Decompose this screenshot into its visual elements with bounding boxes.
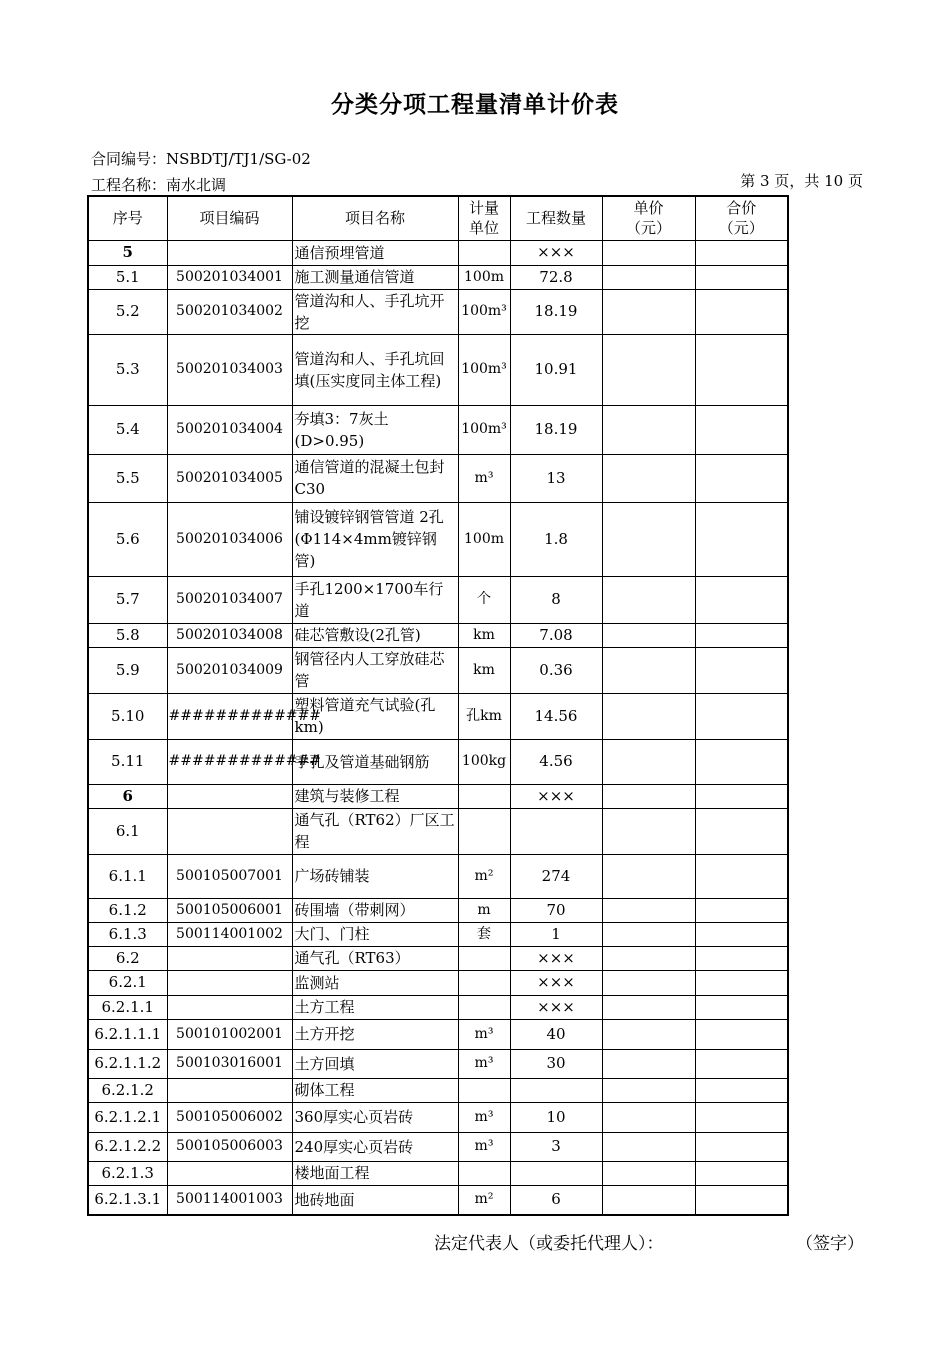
row-no: 5.1: [88, 265, 167, 289]
row-no: 6.2.1.1.1: [88, 1019, 167, 1049]
header-unit: [458, 196, 510, 240]
row-code: [167, 1161, 292, 1185]
row-no: 5.2: [88, 289, 167, 334]
row-unit: m³: [458, 1132, 510, 1161]
table-row: [88, 1019, 788, 1049]
header-unit-price-line2: （元）: [625, 219, 671, 238]
header-unit-line1: 计量: [468, 199, 499, 218]
row-quantity: ×××: [510, 995, 602, 1019]
table-row: [88, 647, 788, 693]
table-row: [88, 898, 788, 922]
row-name: 监测站: [292, 970, 458, 995]
row-no: 5.9: [88, 647, 167, 693]
row-name: 240厚实心页岩砖: [292, 1132, 458, 1161]
row-name: 地砖地面: [292, 1185, 458, 1215]
row-code: 500201034004: [167, 405, 292, 454]
row-code: 500103016001: [167, 1049, 292, 1078]
row-quantity: 70: [510, 898, 602, 922]
legal-representative-label: 法定代表人（或委托代理人）：: [434, 1234, 664, 1254]
row-code: 500105006001: [167, 898, 292, 922]
row-unit: m³: [458, 1102, 510, 1132]
row-unit: 100m³: [458, 405, 510, 454]
row-name: 土方回填: [292, 1049, 458, 1078]
row-code: #############: [167, 739, 292, 784]
row-unit-price: [602, 265, 695, 289]
row-unit: [458, 1078, 510, 1102]
row-code: 500101002001: [167, 1019, 292, 1049]
row-code: 500105006003: [167, 1132, 292, 1161]
row-no: 5.7: [88, 576, 167, 623]
row-no: 6.2.1.1.2: [88, 1049, 167, 1078]
table-row: [88, 502, 788, 576]
row-code: 500114001003: [167, 1185, 292, 1215]
row-no: 5: [88, 240, 167, 265]
row-total-price: [695, 240, 788, 265]
row-unit-price: [602, 898, 695, 922]
row-quantity: 18.19: [510, 289, 602, 334]
row-quantity: 13: [510, 454, 602, 502]
row-unit: [458, 1161, 510, 1185]
row-code: 500201034008: [167, 623, 292, 647]
row-no: 6.1.1: [88, 854, 167, 898]
row-quantity: 10.91: [510, 334, 602, 405]
row-name: 通气孔（RT62）厂区工程: [292, 808, 458, 854]
row-total-price: [695, 1049, 788, 1078]
row-unit-price: [602, 1019, 695, 1049]
row-quantity: 10: [510, 1102, 602, 1132]
row-total-price: [695, 1102, 788, 1132]
row-name: 管道沟和人、手孔坑回填(压实度同主体工程): [292, 334, 458, 405]
row-total-price: [695, 946, 788, 970]
row-total-price: [695, 898, 788, 922]
row-unit-price: [602, 922, 695, 946]
row-code: #############: [167, 693, 292, 739]
row-unit: [458, 946, 510, 970]
header-unit-line2: 单位: [468, 219, 499, 238]
table-row: [88, 995, 788, 1019]
row-unit-price: [602, 946, 695, 970]
row-code: 500201034003: [167, 334, 292, 405]
row-no: 5.6: [88, 502, 167, 576]
row-quantity: 4.56: [510, 739, 602, 784]
row-unit-price: [602, 502, 695, 576]
row-total-price: [695, 1078, 788, 1102]
header-code: 项目编码: [167, 196, 292, 240]
row-code: 500201034006: [167, 502, 292, 576]
row-unit-price: [602, 970, 695, 995]
row-total-price: [695, 265, 788, 289]
row-name: 塑料管道充气试验(孔km): [292, 693, 458, 739]
row-unit-price: [602, 1102, 695, 1132]
row-name: 土方工程: [292, 995, 458, 1019]
header-total-price: [695, 196, 788, 240]
row-quantity: ×××: [510, 240, 602, 265]
row-total-price: [695, 1185, 788, 1215]
row-quantity: ×××: [510, 970, 602, 995]
row-unit-price: [602, 334, 695, 405]
row-total-price: [695, 784, 788, 808]
table-row: [88, 1132, 788, 1161]
row-unit: m³: [458, 1019, 510, 1049]
row-unit: 100m³: [458, 289, 510, 334]
row-no: 5.3: [88, 334, 167, 405]
row-unit-price: [602, 995, 695, 1019]
table-row: [88, 922, 788, 946]
row-code: [167, 946, 292, 970]
row-quantity: [510, 1161, 602, 1185]
row-no: 6.2.1.2.1: [88, 1102, 167, 1132]
row-unit: km: [458, 623, 510, 647]
row-quantity: 7.08: [510, 623, 602, 647]
row-unit-price: [602, 1132, 695, 1161]
row-unit-price: [602, 1185, 695, 1215]
row-no: 5.5: [88, 454, 167, 502]
row-unit-price: [602, 405, 695, 454]
table-row: [88, 1049, 788, 1078]
table-row: [88, 454, 788, 502]
row-unit: 100m³: [458, 334, 510, 405]
row-unit-price: [602, 1161, 695, 1185]
row-name: 铺设镀锌钢管管道 2孔(Φ114×4mm镀锌钢管): [292, 502, 458, 576]
row-no: 6.1.2: [88, 898, 167, 922]
row-quantity: ×××: [510, 784, 602, 808]
row-quantity: 1.8: [510, 502, 602, 576]
row-total-price: [695, 854, 788, 898]
row-total-price: [695, 454, 788, 502]
row-quantity: ×××: [510, 946, 602, 970]
table-row: [88, 854, 788, 898]
table-row: [88, 693, 788, 739]
table-row: [88, 946, 788, 970]
row-code: 500201034002: [167, 289, 292, 334]
table-row: [88, 1102, 788, 1132]
row-unit-price: [602, 623, 695, 647]
table-row: [88, 1185, 788, 1215]
row-unit: km: [458, 647, 510, 693]
row-total-price: [695, 576, 788, 623]
row-quantity: 6: [510, 1185, 602, 1215]
row-total-price: [695, 693, 788, 739]
row-total-price: [695, 1161, 788, 1185]
row-name: 施工测量通信管道: [292, 265, 458, 289]
row-no: 5.10: [88, 693, 167, 739]
row-name: 砖围墙（带刺网）: [292, 898, 458, 922]
row-name: 大门、门柱: [292, 922, 458, 946]
row-code: 500114001002: [167, 922, 292, 946]
row-code: [167, 970, 292, 995]
table-row: [88, 808, 788, 854]
row-unit-price: [602, 454, 695, 502]
row-no: 6.2.1.2: [88, 1078, 167, 1102]
row-unit-price: [602, 854, 695, 898]
row-unit-price: [602, 784, 695, 808]
row-unit-price: [602, 808, 695, 854]
bill-of-quantities-table: [87, 195, 789, 1216]
row-code: 500201034007: [167, 576, 292, 623]
row-unit-price: [602, 647, 695, 693]
row-no: 6.2.1.3: [88, 1161, 167, 1185]
table-row: [88, 334, 788, 405]
row-code: [167, 995, 292, 1019]
row-no: 6: [88, 784, 167, 808]
table-row: [88, 739, 788, 784]
row-unit: m³: [458, 1049, 510, 1078]
row-quantity: 40: [510, 1019, 602, 1049]
row-name: 夯填3：7灰土(D>0.95): [292, 405, 458, 454]
row-name: 土方开挖: [292, 1019, 458, 1049]
row-unit-price: [602, 240, 695, 265]
row-quantity: [510, 1078, 602, 1102]
project-name: 工程名称：南水北调: [91, 176, 227, 194]
row-quantity: 14.56: [510, 693, 602, 739]
row-quantity: 72.8: [510, 265, 602, 289]
row-no: 6.2.1.2.2: [88, 1132, 167, 1161]
row-unit-price: [602, 289, 695, 334]
row-total-price: [695, 808, 788, 854]
header-no: 序号: [88, 196, 167, 240]
row-code: [167, 1078, 292, 1102]
header-total-price-line2: （元）: [718, 219, 764, 238]
row-quantity: 8: [510, 576, 602, 623]
row-unit-price: [602, 739, 695, 784]
row-quantity: [510, 808, 602, 854]
row-unit: 100kg: [458, 739, 510, 784]
row-unit: [458, 970, 510, 995]
row-quantity: 274: [510, 854, 602, 898]
row-total-price: [695, 995, 788, 1019]
row-name: 360厚实心页岩砖: [292, 1102, 458, 1132]
table-row: [88, 405, 788, 454]
row-no: 5.11: [88, 739, 167, 784]
row-name: 钢管径内人工穿放硅芯管: [292, 647, 458, 693]
contract-number: 合同编号：NSBDTJ/TJ1/SG-02: [91, 150, 311, 168]
row-name: 通气孔（RT63）: [292, 946, 458, 970]
row-unit: [458, 808, 510, 854]
header-unit-price: [602, 196, 695, 240]
row-total-price: [695, 647, 788, 693]
row-unit: [458, 784, 510, 808]
row-unit: 100m: [458, 265, 510, 289]
row-unit: m³: [458, 454, 510, 502]
row-quantity: 18.19: [510, 405, 602, 454]
table-row: [88, 1078, 788, 1102]
row-total-price: [695, 289, 788, 334]
row-unit: 套: [458, 922, 510, 946]
table-row: [88, 240, 788, 265]
row-no: 6.2.1: [88, 970, 167, 995]
row-total-price: [695, 922, 788, 946]
row-unit: 孔km: [458, 693, 510, 739]
table-row: [88, 576, 788, 623]
row-total-price: [695, 739, 788, 784]
row-unit-price: [602, 1049, 695, 1078]
header-unit-price-line1: 单价: [633, 199, 664, 218]
row-total-price: [695, 334, 788, 405]
row-unit-price: [602, 1078, 695, 1102]
row-total-price: [695, 623, 788, 647]
row-code: 500201034001: [167, 265, 292, 289]
row-code: 500201034009: [167, 647, 292, 693]
row-no: 6.1: [88, 808, 167, 854]
page-info: 第 3 页，共 10 页: [740, 172, 863, 190]
row-total-price: [695, 970, 788, 995]
row-name: 手孔1200×1700车行道: [292, 576, 458, 623]
row-code: [167, 784, 292, 808]
row-unit: [458, 240, 510, 265]
page-title: 分类分项工程量清单计价表: [331, 92, 619, 118]
row-name: 管道沟和人、手孔坑开挖: [292, 289, 458, 334]
row-no: 6.2.1.1: [88, 995, 167, 1019]
signature-label: （签字）: [796, 1234, 864, 1254]
header-total-price-line1: 合价: [726, 199, 757, 218]
row-quantity: 3: [510, 1132, 602, 1161]
row-name: 建筑与装修工程: [292, 784, 458, 808]
row-name: 砌体工程: [292, 1078, 458, 1102]
table-row: [88, 289, 788, 334]
row-code: [167, 808, 292, 854]
table-row: [88, 970, 788, 995]
row-code: [167, 240, 292, 265]
row-quantity: 30: [510, 1049, 602, 1078]
row-name: 楼地面工程: [292, 1161, 458, 1185]
row-code: 500105006002: [167, 1102, 292, 1132]
row-no: 6.2.1.3.1: [88, 1185, 167, 1215]
row-total-price: [695, 1132, 788, 1161]
row-no: 5.8: [88, 623, 167, 647]
table-row: [88, 1161, 788, 1185]
row-quantity: 0.36: [510, 647, 602, 693]
row-name: 通信管道的混凝土包封C30: [292, 454, 458, 502]
row-unit: m²: [458, 1185, 510, 1215]
header-row: [88, 196, 788, 240]
row-unit: 个: [458, 576, 510, 623]
header-name: 项目名称: [292, 196, 458, 240]
row-unit-price: [602, 693, 695, 739]
row-name: 广场砖铺装: [292, 854, 458, 898]
row-name: 硅芯管敷设(2孔管): [292, 623, 458, 647]
header-quantity: 工程数量: [510, 196, 602, 240]
table-row: [88, 265, 788, 289]
row-no: 6.1.3: [88, 922, 167, 946]
row-name: 通信预埋管道: [292, 240, 458, 265]
row-name: 手孔及管道基础钢筋: [292, 739, 458, 784]
row-unit: [458, 995, 510, 1019]
row-unit: m: [458, 898, 510, 922]
row-no: 6.2: [88, 946, 167, 970]
row-quantity: 1: [510, 922, 602, 946]
row-total-price: [695, 502, 788, 576]
table-row: [88, 784, 788, 808]
row-unit: 100m: [458, 502, 510, 576]
row-unit: m²: [458, 854, 510, 898]
row-code: 500105007001: [167, 854, 292, 898]
row-total-price: [695, 405, 788, 454]
row-unit-price: [602, 576, 695, 623]
row-no: 5.4: [88, 405, 167, 454]
row-total-price: [695, 1019, 788, 1049]
row-code: 500201034005: [167, 454, 292, 502]
table-row: [88, 623, 788, 647]
